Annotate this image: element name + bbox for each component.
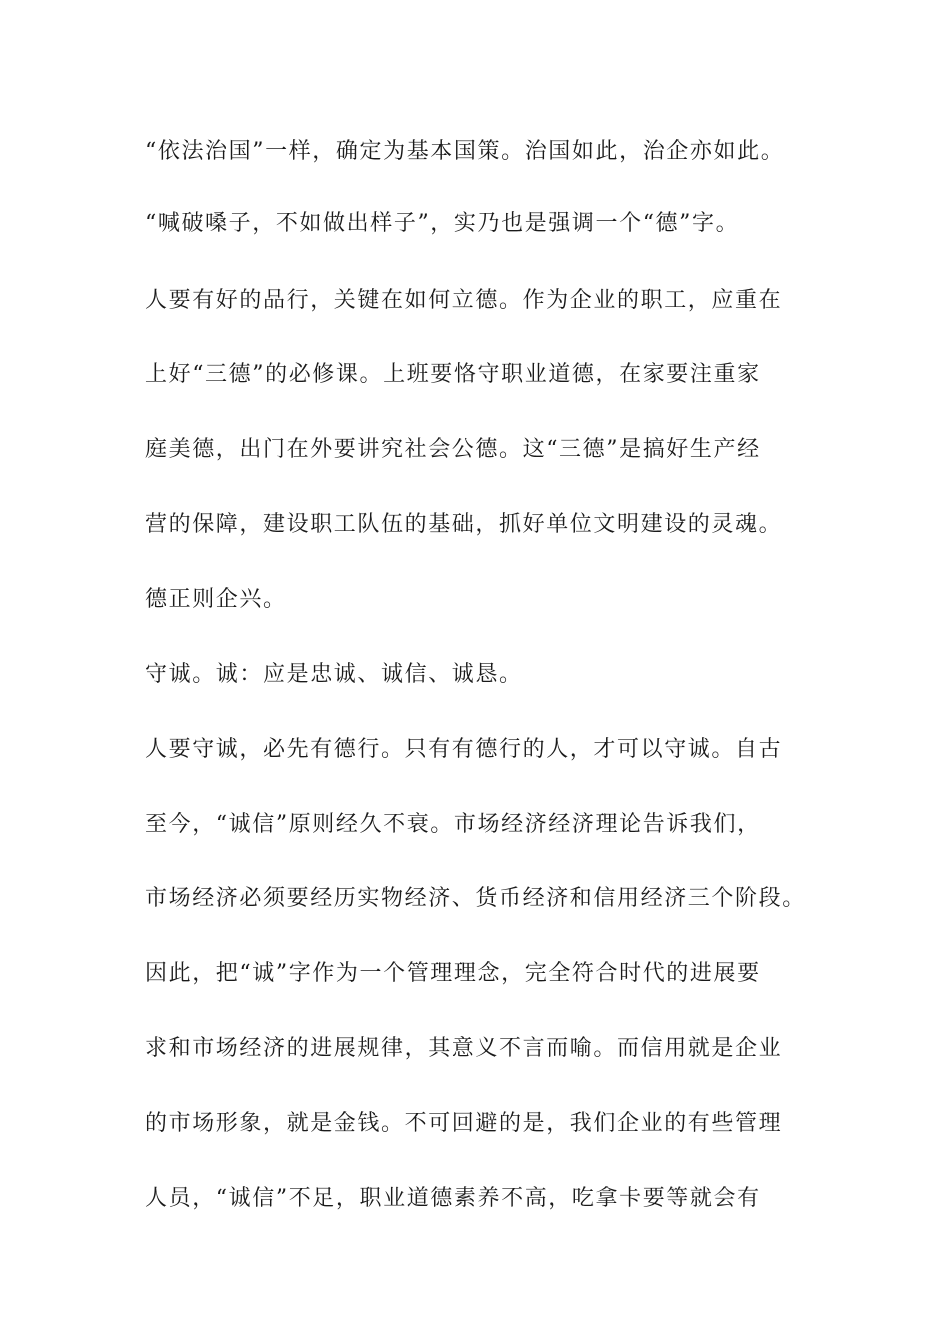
text-line: 人要守诚，必先有德行。只有有德行的人，才可以守诚。自古 [145, 737, 783, 762]
text-line: “喊破嗓子，不如做出样子”，实乃也是强调一个“德”字。 [145, 211, 740, 236]
text-line: 市场经济必须要经历实物经济、货币经济和信用经济三个阶段。 [145, 886, 806, 911]
text-line: 守诚。诚：应是忠诚、诚信、诚恳。 [145, 662, 523, 687]
text-line: 求和市场经济的进展规律，其意义不言而喻。而信用就是企业 [145, 1036, 783, 1061]
text-line: 的市场形象，就是金钱。不可回避的是，我们企业的有些管理 [145, 1111, 783, 1136]
text-line: 德正则企兴。 [145, 587, 287, 612]
text-line: 人员，“诚信”不足，职业道德素养不高，吃拿卡要等就会有 [145, 1186, 761, 1211]
text-line: 因此，把“诚”字作为一个管理理念，完全符合时代的进展要 [145, 961, 761, 986]
text-line: 人要有好的品行，关键在如何立德。作为企业的职工，应重在 [145, 288, 783, 313]
text-line: 庭美德，出门在外要讲究社会公德。这“三德”是搞好生产经 [145, 437, 761, 462]
text-line: “依法治国”一样，确定为基本国策。治国如此，治企亦如此。 [145, 139, 785, 164]
text-line: 上好“三德”的必修课。上班要恪守职业道德，在家要注重家 [145, 362, 761, 387]
text-line: 至今，“诚信”原则经久不衰。市场经济经济理论告诉我们， [145, 812, 761, 837]
text-line: 营的保障，建设职工队伍的基础，抓好单位文明建设的灵魂。 [145, 512, 783, 537]
